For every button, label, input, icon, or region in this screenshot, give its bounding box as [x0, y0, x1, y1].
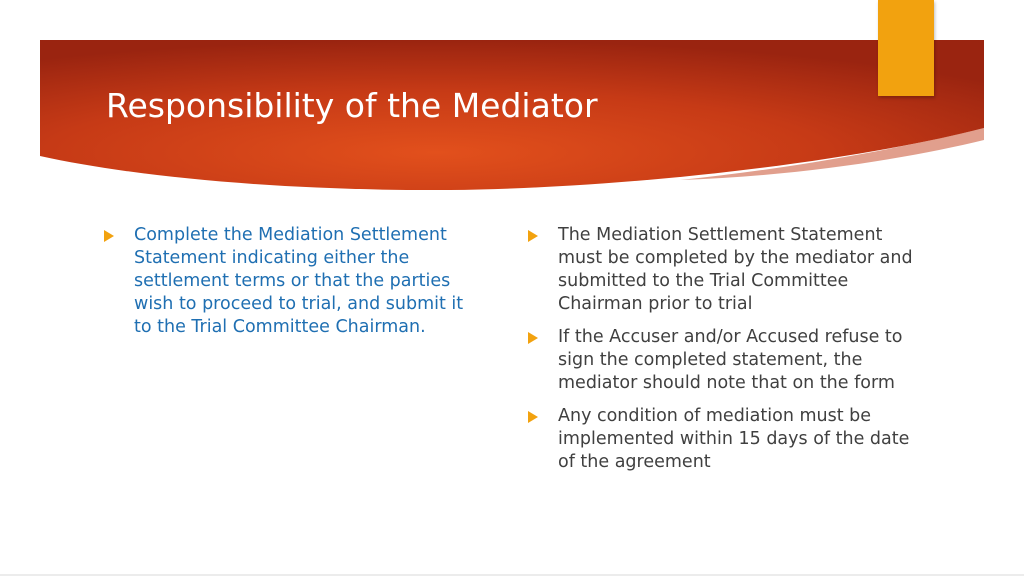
right-bullet-list	[528, 224, 928, 484]
triangle-bullet-icon	[528, 230, 538, 242]
bullet-text: Any condition of mediation must be implemented within 15 days of the date of the agreement	[558, 406, 910, 472]
triangle-bullet-icon	[104, 230, 114, 242]
left-bullet-list	[104, 224, 484, 349]
slide-title: Responsibility of the Mediator	[106, 86, 598, 125]
bullet-text: Complete the Mediation Settlement Statement indicating either the settlement terms or that the parties wish to proceed to trial, and submit it to the Trial Committee Chairman.	[134, 225, 464, 337]
list-item	[104, 224, 484, 339]
triangle-bullet-icon	[528, 411, 538, 423]
bullet-text: If the Accuser and/or Accused refuse to sign the completed statement, the mediator should note that on the form	[558, 327, 903, 393]
bullet-text: The Mediation Settlement Statement must be completed by the mediator and submitted to the Trial Committee Chairman prior to trial	[558, 225, 913, 314]
accent-tab	[878, 0, 934, 96]
list-item	[528, 326, 928, 395]
list-item	[528, 405, 928, 474]
triangle-bullet-icon	[528, 332, 538, 344]
list-item	[528, 224, 928, 316]
